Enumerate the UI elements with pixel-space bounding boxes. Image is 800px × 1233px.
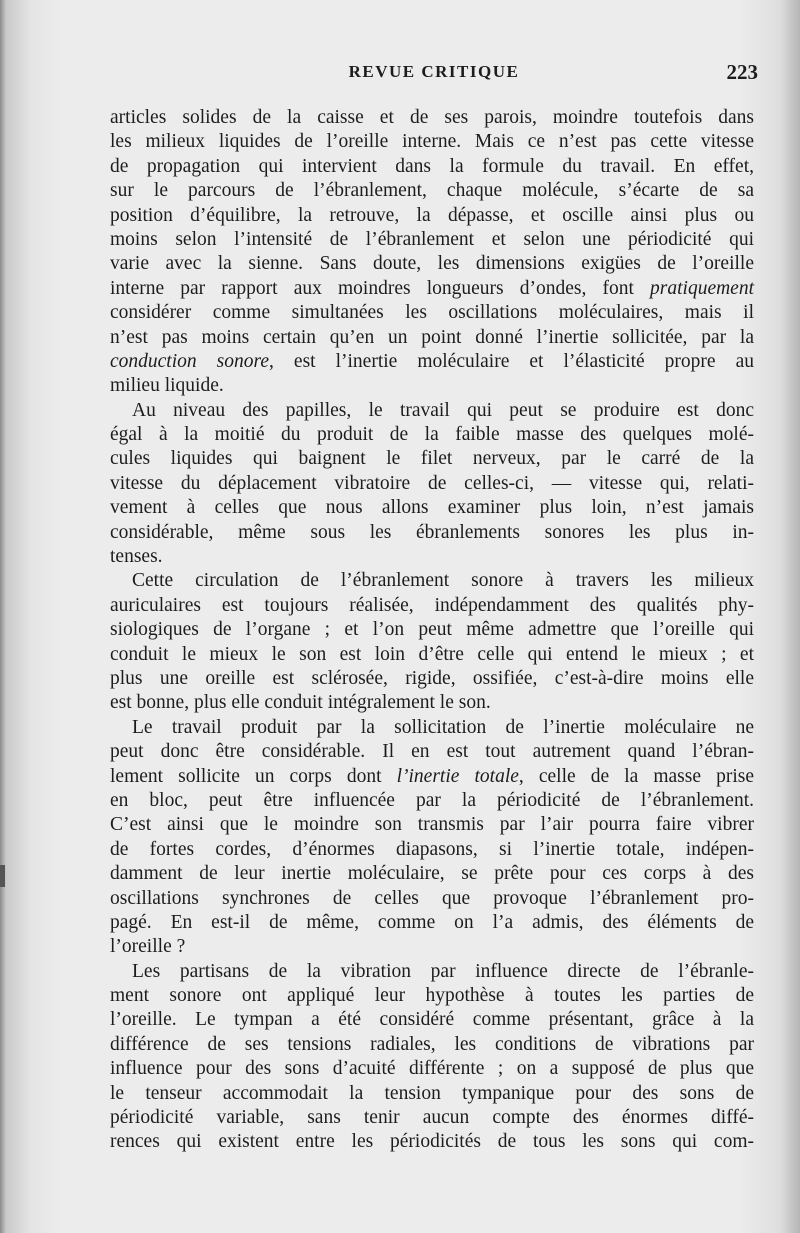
text-line: [110, 350, 754, 374]
text-segment: lement sollicite un corps dont: [110, 765, 397, 787]
text-line: C’est ainsi que le moindre son transmis par l’air pourra faire vibrer: [110, 814, 754, 836]
text-line: est bonne, plus elle conduit intégralement le son.: [110, 692, 491, 714]
running-title: REVUE CRITIQUE: [348, 62, 520, 81]
text-segment: , est l’inertie moléculaire et l’élasticité propre au: [269, 350, 754, 372]
text-line: milieu liquide.: [110, 375, 224, 397]
text-line: égal à la moitié du produit de la faible masse des quelques molé-: [110, 424, 754, 446]
italic-term: l’inertie totale: [396, 765, 519, 787]
text-line: varie avec la sienne. Sans doute, les dimensions exigües de l’oreille: [110, 253, 754, 275]
text-line: pagé. En est-il de même, comme on l’a admis, des éléments de: [110, 911, 754, 933]
text-line: oscillations synchrones de celles que provoque l’ébranlement pro-: [110, 887, 754, 909]
text-line: conduit le mieux le son est loin d’être celle qui entend le mieux ; et: [110, 643, 754, 665]
text-line: auriculaires est toujours réalisée, indépendamment des qualités phy-: [110, 594, 754, 616]
text-line: considérer comme simultanées les oscillations moléculaires, mais il: [110, 302, 754, 324]
italic-term: pratiquement: [650, 277, 754, 299]
italic-term: conduction sonore: [110, 350, 270, 372]
running-head: [110, 62, 758, 86]
text-line: cules liquides qui baignent le filet nerveux, par le carré de la: [110, 448, 754, 470]
text-line: ment sonore ont appliqué leur hypothèse à toutes les parties de: [110, 985, 754, 1007]
text-line: Les partisans de la vibration par influence directe de l’ébranle-: [132, 960, 754, 982]
text-line: position d’équilibre, la retrouve, la dépasse, et oscille ainsi plus ou: [110, 204, 754, 226]
text-line: les milieux liquides de l’oreille interne. Mais ce n’est pas cette vitesse: [110, 131, 754, 153]
text-line: périodicité variable, sans tenir aucun compte des énormes diffé-: [110, 1107, 754, 1129]
text-line: n’est pas moins certain qu’en un point donné l’inertie sollicitée, par la: [110, 326, 754, 348]
text-line: articles solides de la caisse et de ses parois, moindre toutefois dans: [110, 107, 754, 128]
text-line: vement à celles que nous allons examiner plus loin, n’est jamais: [110, 497, 754, 519]
text-line: tenses.: [110, 546, 163, 568]
text-line: l’oreille. Le tympan a été considéré comme présentant, grâce à la: [110, 1009, 754, 1031]
text-line: plus une oreille est sclérosée, rigide, ossifiée, c’est-à-dire moins elle: [110, 667, 754, 689]
text-line: de propagation qui intervient dans la formule du travail. En effet,: [110, 155, 754, 177]
text-line: en bloc, peut être influencée par la périodicité de l’ébranlement.: [110, 789, 754, 811]
text-line: peut donc être considérable. Il en est tout autrement quand l’ébran-: [110, 741, 754, 763]
text-line: vitesse du déplacement vibratoire de celles-ci, — vitesse qui, relati-: [110, 472, 754, 494]
text-line: damment de leur inertie moléculaire, se prête pour ces corps à des: [110, 863, 754, 885]
text-segment: interne par rapport aux moindres longueurs d’ondes, font: [110, 277, 651, 299]
text-line: moins selon l’intensité de l’ébranlement et selon une périodicité qui: [110, 228, 754, 250]
text-line: [110, 277, 754, 301]
text-line: rences qui existent entre les périodicités de tous les sons qui com-: [110, 1131, 754, 1153]
body-text: [110, 106, 754, 1155]
text-line: de fortes cordes, d’énormes diapasons, si l’inertie totale, indépen-: [110, 838, 754, 860]
text-line: siologiques de l’organe ; et l’on peut même admettre que l’oreille qui: [110, 619, 754, 641]
page-edge-mark: [0, 865, 5, 887]
page-number: 223: [726, 60, 758, 84]
text-line: Cette circulation de l’ébranlement sonore à travers les milieux: [132, 570, 754, 592]
text-line: [110, 765, 754, 789]
text-line: sur le parcours de l’ébranlement, chaque molécule, s’écarte de sa: [110, 180, 754, 202]
text-line: influence pour des sons d’acuité différente ; on a supposé de plus que: [110, 1058, 754, 1080]
text-line: Au niveau des papilles, le travail qui peut se produire est donc: [132, 399, 754, 421]
text-line: l’oreille ?: [110, 936, 186, 958]
text-line: Le travail produit par la sollicitation de l’inertie moléculaire ne: [132, 716, 754, 738]
text-segment: , celle de la masse prise: [518, 765, 754, 787]
text-line: différence de ses tensions radiales, les conditions de vibrations par: [110, 1033, 754, 1055]
text-line: considérable, même sous les ébranlements sonores les plus in-: [110, 521, 754, 543]
text-line: le tenseur accommodait la tension tympanique pour des sons de: [110, 1082, 754, 1104]
